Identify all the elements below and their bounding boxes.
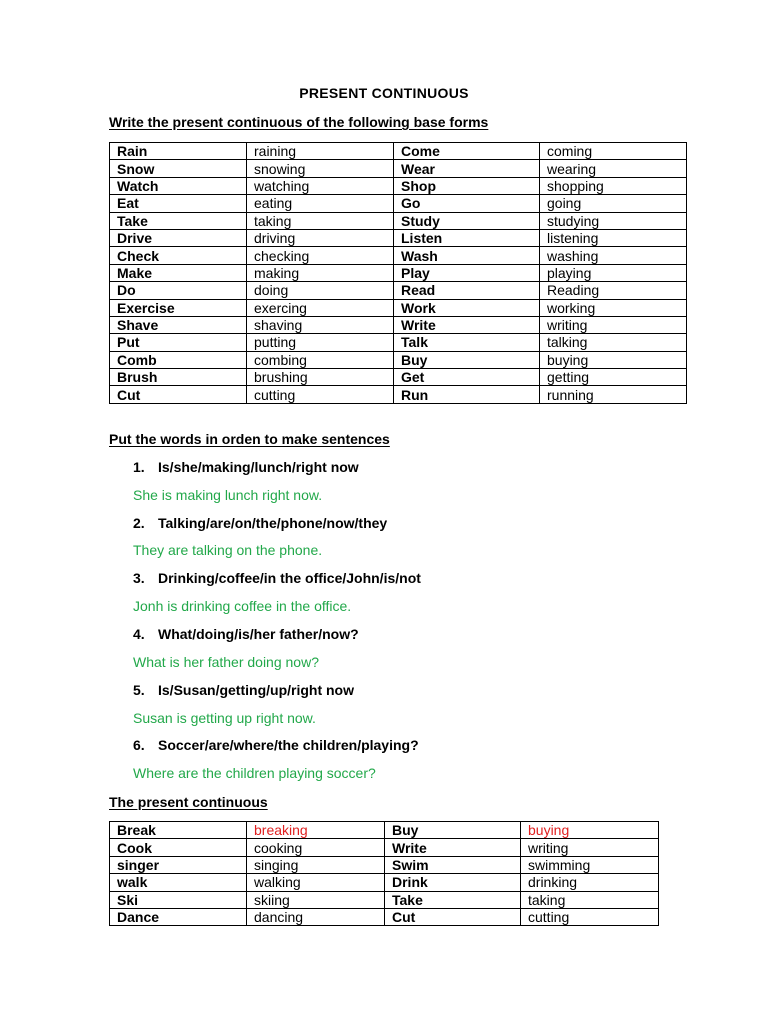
table-row (110, 212, 687, 229)
base-form-cell: Dance (110, 908, 247, 925)
base-form-cell: Cut (110, 386, 247, 403)
continuous-form-cell: buying (521, 822, 659, 839)
present-continuous-table (109, 821, 659, 926)
continuous-form-cell: cutting (247, 386, 394, 403)
base-form-cell: Put (110, 334, 247, 351)
base-form-cell: Run (394, 386, 540, 403)
question-1 (133, 459, 359, 475)
table-row (110, 160, 687, 177)
base-form-cell: Ski (110, 891, 247, 908)
table-row (110, 299, 687, 316)
continuous-form-cell: shaving (247, 316, 394, 333)
base-form-cell: Brush (110, 369, 247, 386)
continuous-form-cell: taking (521, 891, 659, 908)
base-form-cell: Buy (394, 351, 540, 368)
section1-heading: Write the present continuous of the following base forms (109, 114, 489, 130)
table-row (110, 386, 687, 403)
answer-1: She is making lunch right now. (133, 487, 323, 503)
continuous-form-cell: cooking (247, 839, 385, 856)
question-text: What/doing/is/her father/now? (158, 626, 359, 642)
table-row (110, 316, 687, 333)
base-form-cell: Make (110, 264, 247, 281)
table-row (110, 247, 687, 264)
base-form-cell: Read (394, 282, 540, 299)
question-2 (133, 515, 387, 531)
base-form-cell: Write (385, 839, 521, 856)
base-form-cell: Come (394, 143, 540, 160)
continuous-form-cell: taking (247, 212, 394, 229)
question-number: 2. (133, 515, 145, 531)
base-form-cell: Study (394, 212, 540, 229)
table-row (110, 195, 687, 212)
continuous-form-cell: shopping (540, 177, 687, 194)
table-row (110, 229, 687, 246)
continuous-form-cell: talking (540, 334, 687, 351)
continuous-form-cell: Reading (540, 282, 687, 299)
continuous-form-cell: working (540, 299, 687, 316)
continuous-form-cell: putting (247, 334, 394, 351)
base-form-cell: Play (394, 264, 540, 281)
base-form-cell: Eat (110, 195, 247, 212)
continuous-form-cell: going (540, 195, 687, 212)
continuous-form-cell: raining (247, 143, 394, 160)
base-form-cell: Drink (385, 874, 521, 891)
continuous-form-cell: studying (540, 212, 687, 229)
continuous-form-cell: cutting (521, 908, 659, 925)
continuous-form-cell: getting (540, 369, 687, 386)
table-row (110, 908, 659, 925)
continuous-form-cell: brushing (247, 369, 394, 386)
continuous-form-cell: washing (540, 247, 687, 264)
base-form-cell: Shop (394, 177, 540, 194)
continuous-form-cell: eating (247, 195, 394, 212)
continuous-form-cell: walking (247, 874, 385, 891)
base-form-cell: Write (394, 316, 540, 333)
question-text: Drinking/coffee/in the office/John/is/not (158, 570, 421, 586)
table-row (110, 282, 687, 299)
continuous-form-cell: drinking (521, 874, 659, 891)
answer-3: Jonh is drinking coffee in the office. (133, 598, 352, 614)
table-row (110, 891, 659, 908)
base-form-cell: Wear (394, 160, 540, 177)
base-form-cell: Shave (110, 316, 247, 333)
base-form-cell: Check (110, 247, 247, 264)
table-row (110, 264, 687, 281)
base-forms-table (109, 142, 687, 404)
table-row (110, 839, 659, 856)
base-form-cell: Swim (385, 856, 521, 873)
continuous-form-cell: buying (540, 351, 687, 368)
continuous-form-cell: swimming (521, 856, 659, 873)
base-form-cell: singer (110, 856, 247, 873)
continuous-form-cell: writing (540, 316, 687, 333)
question-5 (133, 682, 354, 698)
section3-heading: The present continuous (109, 794, 268, 810)
question-text: Soccer/are/where/the children/playing? (158, 737, 419, 753)
continuous-form-cell: dancing (247, 908, 385, 925)
base-form-cell: Go (394, 195, 540, 212)
continuous-form-cell: checking (247, 247, 394, 264)
table-row (110, 822, 659, 839)
section2-heading: Put the words in orden to make sentences (109, 431, 390, 447)
continuous-form-cell: making (247, 264, 394, 281)
continuous-form-cell: exercing (247, 299, 394, 316)
base-form-cell: Take (110, 212, 247, 229)
continuous-form-cell: listening (540, 229, 687, 246)
base-form-cell: Do (110, 282, 247, 299)
base-form-cell: Listen (394, 229, 540, 246)
base-form-cell: Take (385, 891, 521, 908)
continuous-form-cell: coming (540, 143, 687, 160)
table-row (110, 143, 687, 160)
table-row (110, 369, 687, 386)
question-6 (133, 737, 419, 753)
answer-4: What is her father doing now? (133, 654, 319, 670)
base-form-cell: Cook (110, 839, 247, 856)
continuous-form-cell: driving (247, 229, 394, 246)
base-form-cell: walk (110, 874, 247, 891)
base-form-cell: Watch (110, 177, 247, 194)
continuous-form-cell: watching (247, 177, 394, 194)
continuous-form-cell: snowing (247, 160, 394, 177)
base-form-cell: Drive (110, 229, 247, 246)
continuous-form-cell: wearing (540, 160, 687, 177)
base-form-cell: Buy (385, 822, 521, 839)
continuous-form-cell: doing (247, 282, 394, 299)
continuous-form-cell: running (540, 386, 687, 403)
table-row (110, 856, 659, 873)
base-form-cell: Work (394, 299, 540, 316)
answer-2: They are talking on the phone. (133, 542, 323, 558)
continuous-form-cell: combing (247, 351, 394, 368)
question-number: 6. (133, 737, 145, 753)
base-form-cell: Break (110, 822, 247, 839)
table-row (110, 177, 687, 194)
answer-5: Susan is getting up right now. (133, 710, 316, 726)
question-number: 1. (133, 459, 145, 475)
page-title: PRESENT CONTINUOUS (299, 85, 469, 101)
base-form-cell: Cut (385, 908, 521, 925)
continuous-form-cell: playing (540, 264, 687, 281)
base-form-cell: Snow (110, 160, 247, 177)
question-number: 3. (133, 570, 145, 586)
base-form-cell: Talk (394, 334, 540, 351)
question-4 (133, 626, 359, 642)
answer-6: Where are the children playing soccer? (133, 765, 376, 781)
question-text: Talking/are/on/the/phone/now/they (158, 515, 388, 531)
continuous-form-cell: writing (521, 839, 659, 856)
table-row (110, 334, 687, 351)
question-3 (133, 570, 421, 586)
table-row (110, 874, 659, 891)
table-row (110, 351, 687, 368)
base-form-cell: Rain (110, 143, 247, 160)
question-number: 5. (133, 682, 145, 698)
base-form-cell: Exercise (110, 299, 247, 316)
question-text: Is/Susan/getting/up/right now (158, 682, 354, 698)
question-number: 4. (133, 626, 145, 642)
question-text: Is/she/making/lunch/right now (158, 459, 359, 475)
base-form-cell: Wash (394, 247, 540, 264)
continuous-form-cell: skiing (247, 891, 385, 908)
base-form-cell: Comb (110, 351, 247, 368)
continuous-form-cell: singing (247, 856, 385, 873)
base-form-cell: Get (394, 369, 540, 386)
continuous-form-cell: breaking (247, 822, 385, 839)
